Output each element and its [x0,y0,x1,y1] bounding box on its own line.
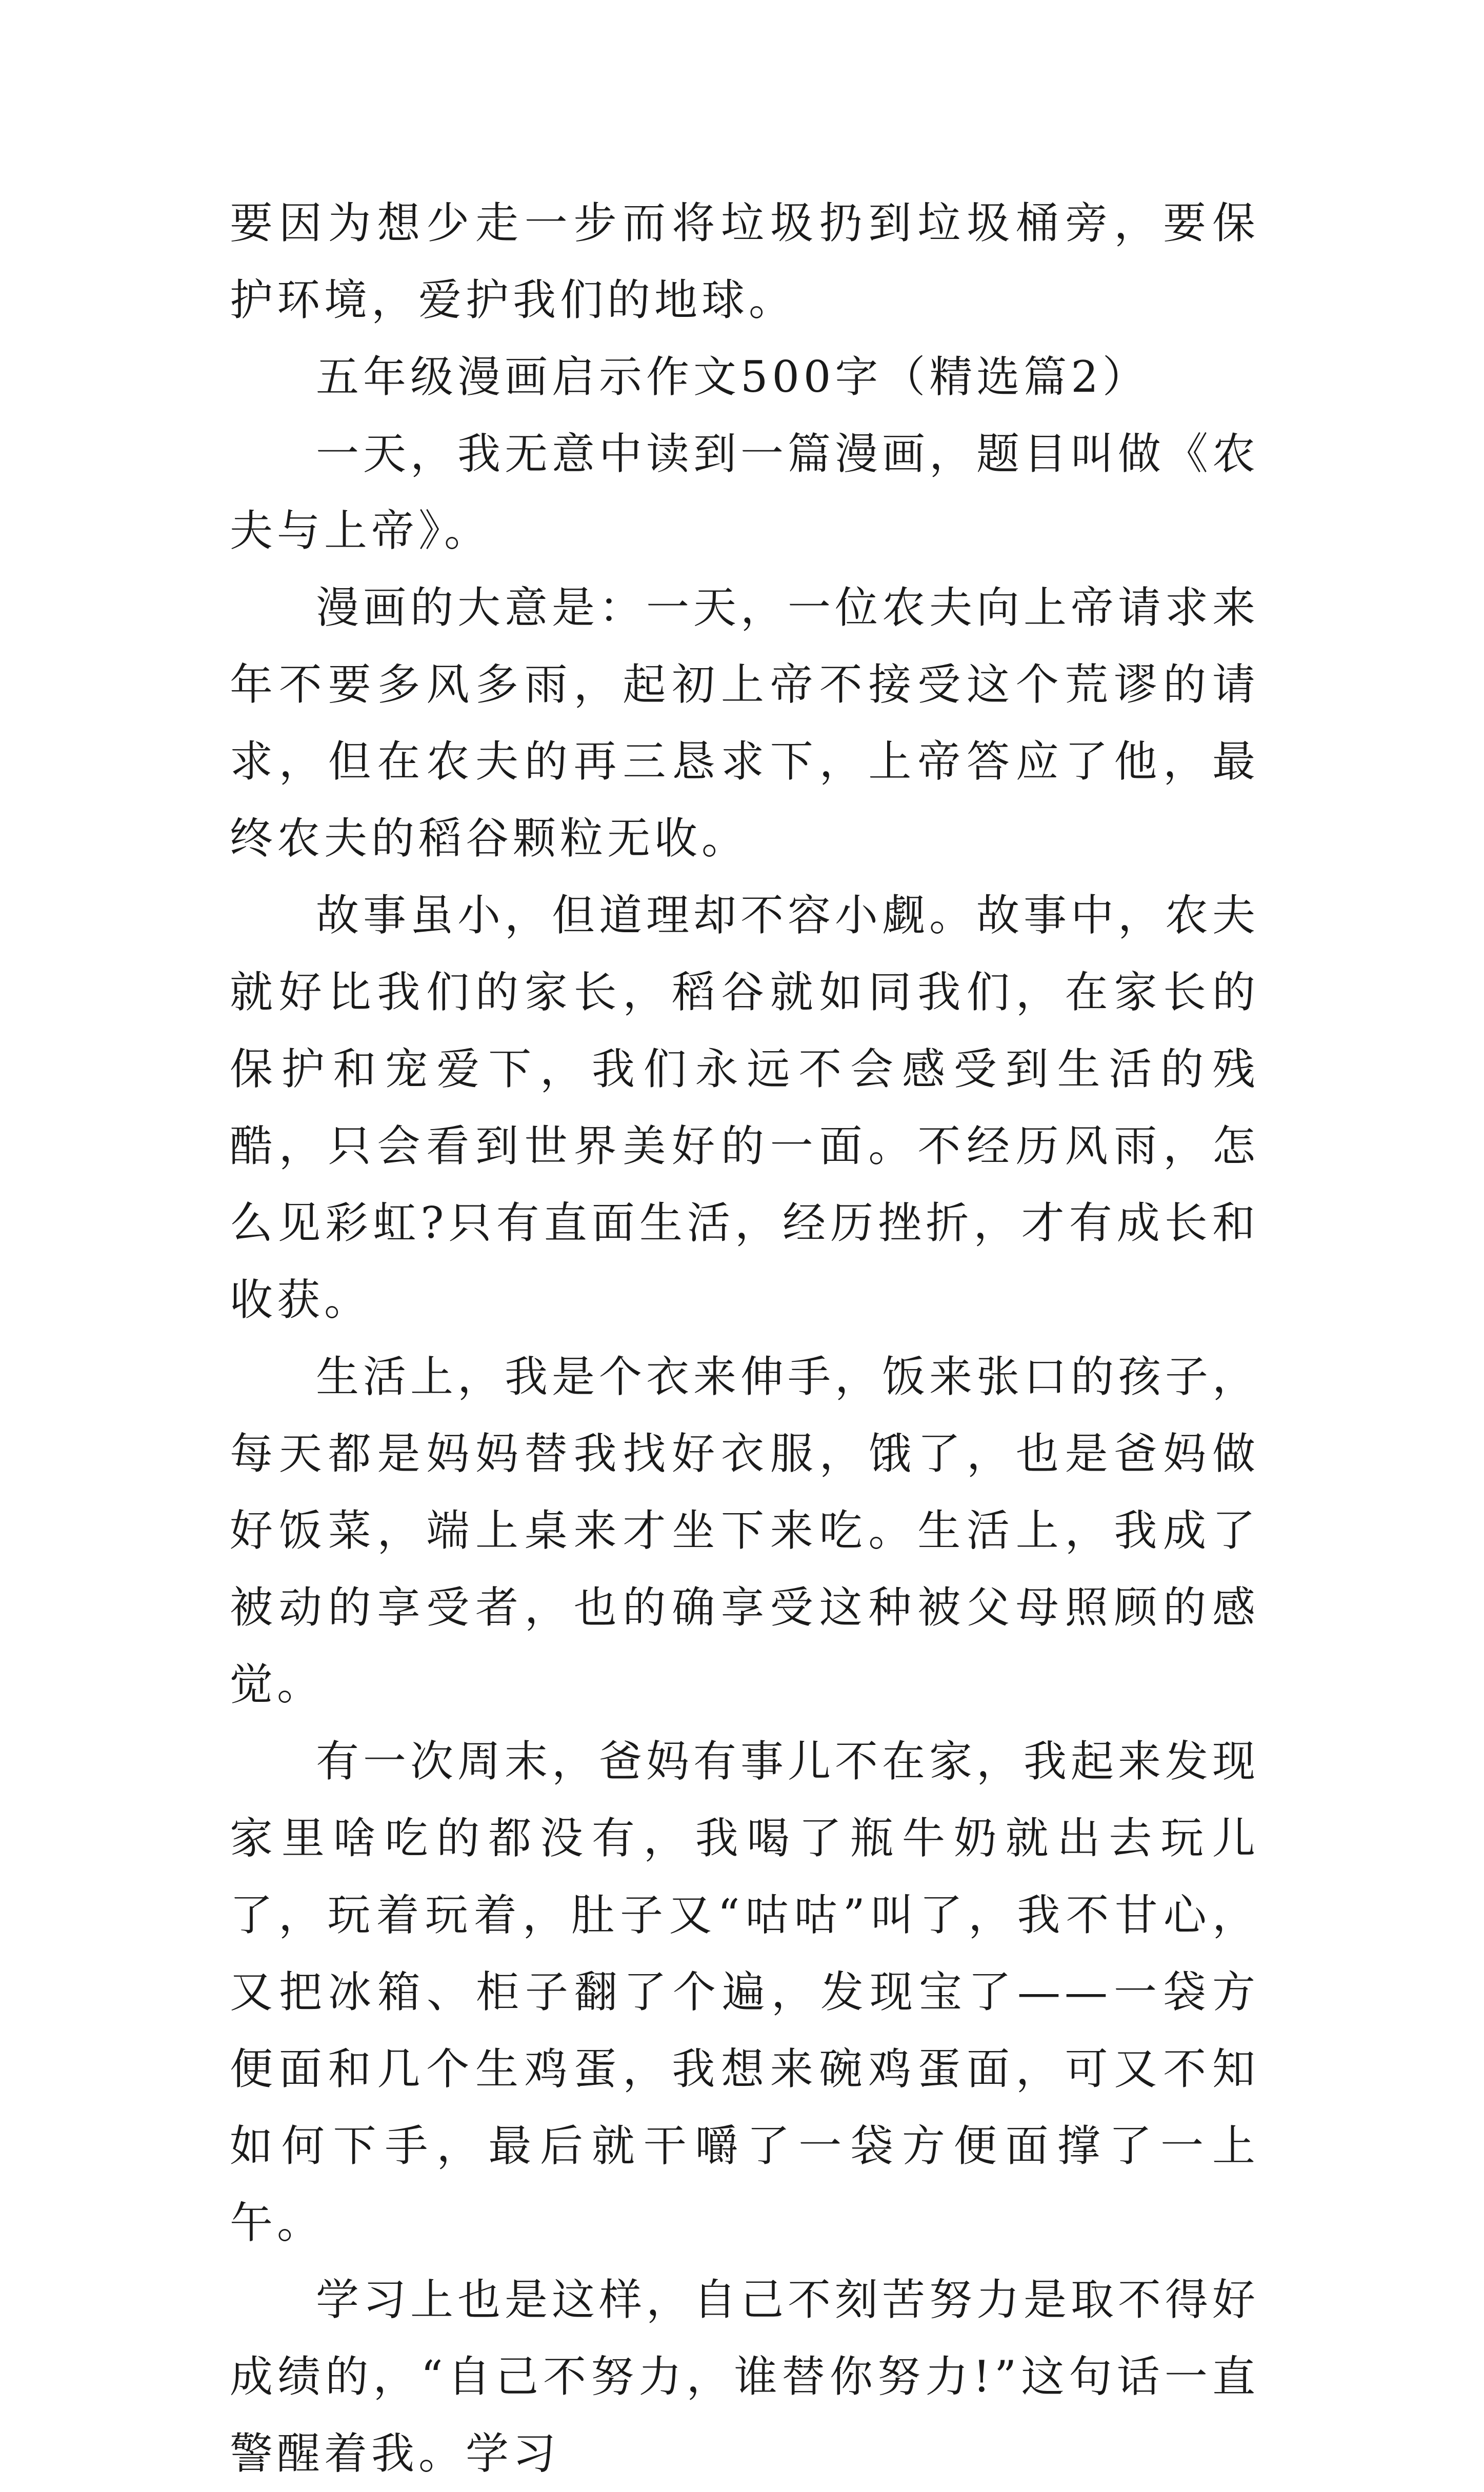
paragraph: 学习上也是这样，自己不刻苦努力是取不得好成绩的，“自己不努力，谁替你努力!”这句话一直警醒着我。学习 [230,2275,1260,2479]
paragraph: 一天，我无意中读到一篇漫画，题目叫做《农夫与上帝》。 [230,429,1260,556]
paragraph: 有一次周末，爸妈有事儿不在家，我起来发现家里啥吃的都没有，我喝了瓶牛奶就出去玩儿了，玩着玩着，肚子又“咕咕”叫了，我不甘心，又把冰箱、柜子翻了个遍，发现宝了——一袋方便面和几个生鸡蛋，我想来碗鸡蛋面，可又不知如何下手，最后就干嚼了一袋方便面撑了一上午。 [230,1736,1260,2248]
paragraph: 故事虽小，但道理却不容小觑。故事中，农夫就好比我们的家长，稻谷就如同我们，在家长的保护和宠爱下，我们永远不会感受到生活的残酷，只会看到世界美好的一面。不经历风雨，怎么见彩虹?只有直面生活，经历挫折，才有成长和收获。 [230,890,1260,1325]
paragraph-continuation: 要因为想少走一步而将垃圾扔到垃圾桶旁，要保护环境，爱护我们的地球。 [230,198,1259,325]
essay-text [230,185,1259,2492]
essay-subtitle: 五年级漫画启示作文500字（精选篇2） [316,352,1150,402]
paragraph: 漫画的大意是：一天，一位农夫向上帝请求来年不要多风多雨，起初上帝不接受这个荒谬的请求，但在农夫的再三恳求下，上帝答应了他，最终农夫的稻谷颗粒无收。 [230,582,1260,863]
paragraph: 生活上，我是个衣来伸手，饭来张口的孩子，每天都是妈妈替我找好衣服，饿了，也是爸妈做好饭菜，端上桌来才坐下来吃。生活上，我成了被动的享受者，也的确享受这种被父母照顾的感觉。 [230,1352,1260,1710]
